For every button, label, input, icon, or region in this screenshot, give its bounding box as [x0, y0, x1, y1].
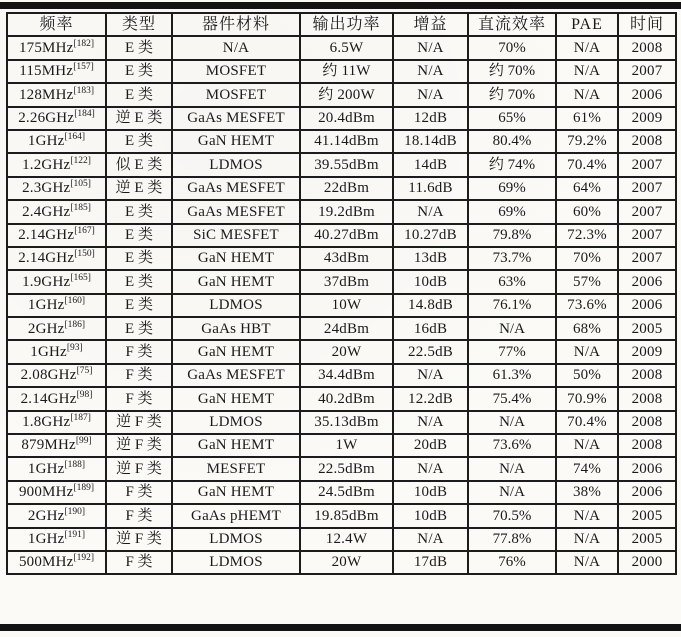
cell-type: F 类	[106, 504, 172, 527]
cell-pae: 57%	[556, 270, 618, 293]
cell-gain: N/A	[393, 83, 468, 106]
frequency-value: 128MHz	[18, 86, 74, 103]
citation-reference: [188]	[64, 459, 86, 470]
col-header-frequency: 频率	[7, 13, 106, 36]
cell-material: GaAs MESFET	[172, 200, 300, 223]
cell-frequency	[7, 36, 106, 59]
cell-pae: 72.3%	[556, 224, 618, 247]
cell-type: E 类	[106, 270, 172, 293]
cell-type: E 类	[106, 224, 172, 247]
cell-material: LDMOS	[172, 294, 300, 317]
cell-gain: 20dB	[393, 434, 468, 457]
cell-gain: N/A	[393, 364, 468, 387]
cell-frequency	[7, 364, 106, 387]
cell-type: E 类	[106, 130, 172, 153]
table-row	[7, 294, 676, 317]
cell-year: 2007	[618, 247, 676, 270]
cell-material: GaAs MESFET	[172, 364, 300, 387]
cell-dc-efficiency: 70.5%	[468, 504, 556, 527]
cell-gain: N/A	[393, 411, 468, 434]
cell-gain: N/A	[393, 60, 468, 83]
frequency-value: 2GHz	[27, 507, 65, 524]
cell-gain: 13dB	[393, 247, 468, 270]
cell-dc-efficiency: 69%	[468, 200, 556, 223]
cell-dc-efficiency: 73.6%	[468, 434, 556, 457]
cell-output-power: 40.2dBm	[300, 387, 393, 410]
cell-dc-efficiency: 73.7%	[468, 247, 556, 270]
cell-frequency	[7, 434, 106, 457]
cell-gain: 18.14dB	[393, 130, 468, 153]
cell-output-power: 1W	[300, 434, 393, 457]
cell-frequency	[7, 130, 106, 153]
cell-type: F 类	[106, 340, 172, 363]
cell-dc-efficiency: 70%	[468, 36, 556, 59]
cell-material: LDMOS	[172, 551, 300, 574]
cell-gain: 10dB	[393, 481, 468, 504]
cell-material: GaN HEMT	[172, 247, 300, 270]
cell-dc-efficiency: N/A	[468, 481, 556, 504]
citation-reference: [157]	[73, 62, 94, 73]
cell-year: 2008	[618, 36, 676, 59]
frequency-value: 2.14GHz	[18, 226, 75, 243]
table-row	[7, 36, 676, 59]
cell-year: 2009	[618, 340, 676, 363]
cell-dc-efficiency: 63%	[468, 270, 556, 293]
cell-dc-efficiency: 75.4%	[468, 387, 556, 410]
frequency-value: 900MHz	[18, 484, 74, 501]
table-row	[7, 551, 676, 574]
cell-type: E 类	[106, 36, 172, 59]
cell-output-power: 10W	[300, 294, 393, 317]
table-row	[7, 387, 676, 410]
cell-gain: 12dB	[393, 107, 468, 130]
cell-output-power: 43dBm	[300, 247, 393, 270]
citation-reference: [99]	[75, 436, 92, 447]
cell-material: N/A	[172, 36, 300, 59]
cell-frequency	[7, 411, 106, 434]
citation-reference: [186]	[64, 319, 86, 330]
cell-output-power: 12.4W	[300, 528, 393, 551]
cell-pae: 73.6%	[556, 294, 618, 317]
col-header-dc-efficiency: 直流效率	[468, 13, 556, 36]
cell-dc-efficiency: 76%	[468, 551, 556, 574]
col-header-year: 时间	[618, 13, 676, 36]
cell-material: GaN HEMT	[172, 481, 300, 504]
citation-reference: [190]	[64, 506, 86, 517]
citation-reference: [185]	[70, 202, 91, 213]
cell-pae: N/A	[556, 36, 618, 59]
cell-output-power: 40.27dBm	[300, 224, 393, 247]
table-row	[7, 247, 676, 270]
cell-type: E 类	[106, 317, 172, 340]
cell-dc-efficiency: 约 70%	[468, 60, 556, 83]
cell-frequency	[7, 294, 106, 317]
table-row	[7, 434, 676, 457]
cell-material: GaAs MESFET	[172, 177, 300, 200]
citation-reference: [192]	[73, 553, 95, 564]
cell-pae: N/A	[556, 83, 618, 106]
cell-pae: 50%	[556, 364, 618, 387]
col-header-gain: 增益	[393, 13, 468, 36]
frequency-value: 879MHz	[21, 437, 76, 454]
cell-year: 2009	[618, 107, 676, 130]
table-row	[7, 528, 676, 551]
cell-pae: 64%	[556, 177, 618, 200]
frequency-value: 2.4GHz	[22, 203, 71, 220]
cell-frequency	[7, 270, 106, 293]
cell-dc-efficiency: N/A	[468, 411, 556, 434]
cell-material: GaAs HBT	[172, 317, 300, 340]
cell-material: GaAs pHEMT	[172, 504, 300, 527]
cell-gain: N/A	[393, 200, 468, 223]
cell-year: 2005	[618, 528, 676, 551]
cell-year: 2008	[618, 130, 676, 153]
cell-type: 逆 F 类	[106, 528, 172, 551]
frequency-value: 2.14GHz	[20, 390, 77, 407]
table-row	[7, 153, 676, 176]
cell-year: 2007	[618, 177, 676, 200]
cell-gain: 10dB	[393, 270, 468, 293]
cell-output-power: 22.5dBm	[300, 457, 393, 480]
cell-material: SiC MESFET	[172, 224, 300, 247]
cell-dc-efficiency: N/A	[468, 317, 556, 340]
cell-pae: 74%	[556, 457, 618, 480]
cell-year: 2007	[618, 224, 676, 247]
frequency-value: 2.14GHz	[18, 250, 75, 267]
scan-bottom-border-bar	[0, 624, 681, 631]
frequency-value: 2GHz	[27, 320, 65, 337]
cell-material: GaN HEMT	[172, 434, 300, 457]
cell-frequency	[7, 177, 106, 200]
table-row	[7, 60, 676, 83]
cell-output-power: 19.2dBm	[300, 200, 393, 223]
frequency-value: 500MHz	[18, 554, 74, 571]
cell-pae: 79.2%	[556, 130, 618, 153]
cell-frequency	[7, 317, 106, 340]
frequency-value: 2.08GHz	[20, 367, 77, 384]
cell-output-power: 39.55dBm	[300, 153, 393, 176]
table-row	[7, 200, 676, 223]
cell-type: E 类	[106, 60, 172, 83]
citation-reference: [150]	[74, 249, 95, 260]
col-header-material: 器件材料	[172, 13, 300, 36]
frequency-value: 1GHz	[27, 460, 65, 477]
frequency-value: 2.3GHz	[22, 180, 71, 197]
cell-dc-efficiency: 77%	[468, 340, 556, 363]
col-header-type: 类型	[106, 13, 172, 36]
cell-output-power: 20W	[300, 551, 393, 574]
scan-top-border-bar	[0, 2, 681, 9]
frequency-value: 175MHz	[18, 39, 74, 56]
cell-material: LDMOS	[172, 528, 300, 551]
cell-dc-efficiency: 69%	[468, 177, 556, 200]
cell-frequency	[7, 481, 106, 504]
cell-output-power: 34.4dBm	[300, 364, 393, 387]
cell-frequency	[7, 83, 106, 106]
cell-material: MESFET	[172, 457, 300, 480]
cell-material: GaN HEMT	[172, 340, 300, 363]
cell-material: MOSFET	[172, 60, 300, 83]
cell-output-power: 24dBm	[300, 317, 393, 340]
citation-reference: [187]	[70, 413, 91, 424]
cell-dc-efficiency: 65%	[468, 107, 556, 130]
cell-output-power: 20W	[300, 340, 393, 363]
cell-gain: 22.5dB	[393, 340, 468, 363]
cell-type: E 类	[106, 83, 172, 106]
frequency-value: 115MHz	[19, 63, 74, 80]
cell-dc-efficiency: 约 74%	[468, 153, 556, 176]
frequency-value: 1.9GHz	[22, 273, 71, 290]
cell-material: GaN HEMT	[172, 387, 300, 410]
cell-year: 2006	[618, 481, 676, 504]
cell-year: 2006	[618, 457, 676, 480]
frequency-value: 1GHz	[27, 133, 65, 150]
table-row	[7, 340, 676, 363]
cell-year: 2007	[618, 60, 676, 83]
cell-pae: 70.9%	[556, 387, 618, 410]
cell-year: 2006	[618, 83, 676, 106]
citation-reference: [122]	[70, 155, 91, 166]
cell-dc-efficiency: 80.4%	[468, 130, 556, 153]
cell-year: 2008	[618, 411, 676, 434]
cell-pae: N/A	[556, 504, 618, 527]
col-header-output-power: 输出功率	[300, 13, 393, 36]
citation-reference: [191]	[64, 530, 86, 541]
cell-year: 2007	[618, 200, 676, 223]
cell-output-power: 约 11W	[300, 60, 393, 83]
citation-reference: [164]	[64, 132, 86, 143]
table-body	[7, 36, 676, 574]
table-row	[7, 270, 676, 293]
col-header-pae: PAE	[556, 13, 618, 36]
table-row	[7, 457, 676, 480]
frequency-value: 1.2GHz	[22, 156, 71, 173]
cell-frequency	[7, 387, 106, 410]
frequency-value: 1GHz	[30, 343, 67, 360]
cell-pae: N/A	[556, 60, 618, 83]
cell-frequency	[7, 551, 106, 574]
power-amplifier-comparison-table	[6, 12, 677, 575]
table-row	[7, 177, 676, 200]
cell-year: 2008	[618, 434, 676, 457]
cell-pae: 70.4%	[556, 411, 618, 434]
cell-pae: N/A	[556, 340, 618, 363]
table-row	[7, 481, 676, 504]
citation-reference: [182]	[73, 38, 95, 49]
citation-reference: [98]	[76, 389, 93, 400]
cell-pae: 70.4%	[556, 153, 618, 176]
table-row	[7, 364, 676, 387]
cell-output-power: 22dBm	[300, 177, 393, 200]
cell-material: GaAs MESFET	[172, 107, 300, 130]
cell-frequency	[7, 224, 106, 247]
cell-dc-efficiency: 61.3%	[468, 364, 556, 387]
cell-material: LDMOS	[172, 153, 300, 176]
table-row	[7, 317, 676, 340]
cell-material: GaN HEMT	[172, 270, 300, 293]
cell-dc-efficiency: 79.8%	[468, 224, 556, 247]
cell-output-power: 20.4dBm	[300, 107, 393, 130]
cell-gain: 12.2dB	[393, 387, 468, 410]
cell-type: F 类	[106, 364, 172, 387]
frequency-value: 2.26GHz	[18, 110, 75, 126]
cell-type: E 类	[106, 294, 172, 317]
cell-gain: 10dB	[393, 504, 468, 527]
cell-output-power: 19.85dBm	[300, 504, 393, 527]
frequency-value: 1GHz	[27, 297, 65, 314]
cell-material: MOSFET	[172, 83, 300, 106]
citation-reference: [160]	[64, 296, 86, 307]
cell-type: E 类	[106, 200, 172, 223]
cell-pae: 70%	[556, 247, 618, 270]
cell-material: LDMOS	[172, 411, 300, 434]
cell-pae: 38%	[556, 481, 618, 504]
cell-type: F 类	[106, 481, 172, 504]
cell-frequency	[7, 247, 106, 270]
cell-pae: N/A	[556, 528, 618, 551]
cell-output-power: 41.14dBm	[300, 130, 393, 153]
cell-frequency	[7, 340, 106, 363]
cell-output-power: 37dBm	[300, 270, 393, 293]
table-row	[7, 411, 676, 434]
frequency-value: 1GHz	[27, 531, 65, 548]
cell-pae: 68%	[556, 317, 618, 340]
cell-year: 2005	[618, 317, 676, 340]
cell-frequency	[7, 153, 106, 176]
citation-reference: [189]	[73, 483, 95, 494]
cell-frequency	[7, 60, 106, 83]
cell-year: 2000	[618, 551, 676, 574]
table-row	[7, 107, 676, 130]
cell-pae: N/A	[556, 551, 618, 574]
cell-year: 2008	[618, 387, 676, 410]
citation-reference: [105]	[70, 179, 91, 190]
cell-dc-efficiency: 约 70%	[468, 83, 556, 106]
cell-gain: 14.8dB	[393, 294, 468, 317]
cell-type: 逆 F 类	[106, 411, 172, 434]
cell-pae: 61%	[556, 107, 618, 130]
table-row	[7, 504, 676, 527]
cell-gain: N/A	[393, 457, 468, 480]
cell-type: E 类	[106, 247, 172, 270]
cell-year: 2007	[618, 153, 676, 176]
frequency-value: 1.8GHz	[22, 414, 71, 431]
cell-frequency	[7, 200, 106, 223]
table-row	[7, 83, 676, 106]
cell-pae: 60%	[556, 200, 618, 223]
cell-gain: 16dB	[393, 317, 468, 340]
table-row	[7, 224, 676, 247]
cell-type: 逆 E 类	[106, 177, 172, 200]
citation-reference: [93]	[66, 342, 83, 353]
cell-gain: N/A	[393, 528, 468, 551]
cell-gain: N/A	[393, 36, 468, 59]
cell-output-power: 24.5dBm	[300, 481, 393, 504]
cell-year: 2005	[618, 504, 676, 527]
cell-type: 逆 E 类	[106, 107, 172, 130]
cell-gain: 14dB	[393, 153, 468, 176]
cell-dc-efficiency: N/A	[468, 457, 556, 480]
cell-output-power: 35.13dBm	[300, 411, 393, 434]
cell-pae: N/A	[556, 434, 618, 457]
citation-reference: [167]	[74, 225, 95, 236]
cell-frequency	[7, 528, 106, 551]
cell-type: F 类	[106, 387, 172, 410]
cell-type: 逆 F 类	[106, 457, 172, 480]
table-row	[7, 130, 676, 153]
cell-year: 2006	[618, 270, 676, 293]
cell-year: 2008	[618, 364, 676, 387]
cell-output-power: 6.5W	[300, 36, 393, 59]
cell-year: 2006	[618, 294, 676, 317]
cell-frequency	[7, 457, 106, 480]
cell-frequency	[7, 107, 106, 130]
cell-material: GaN HEMT	[172, 130, 300, 153]
cell-gain: 17dB	[393, 551, 468, 574]
citation-reference: [184]	[74, 109, 95, 119]
cell-type: 逆 F 类	[106, 434, 172, 457]
citation-reference: [183]	[73, 85, 95, 96]
cell-gain: 11.6dB	[393, 177, 468, 200]
cell-type: F 类	[106, 551, 172, 574]
cell-gain: 10.27dB	[393, 224, 468, 247]
cell-type: 似 E 类	[106, 153, 172, 176]
cell-dc-efficiency: 77.8%	[468, 528, 556, 551]
header-row	[7, 13, 676, 36]
cell-dc-efficiency: 76.1%	[468, 294, 556, 317]
citation-reference: [75]	[76, 366, 93, 377]
citation-reference: [165]	[70, 272, 91, 283]
cell-frequency	[7, 504, 106, 527]
cell-output-power: 约 200W	[300, 83, 393, 106]
